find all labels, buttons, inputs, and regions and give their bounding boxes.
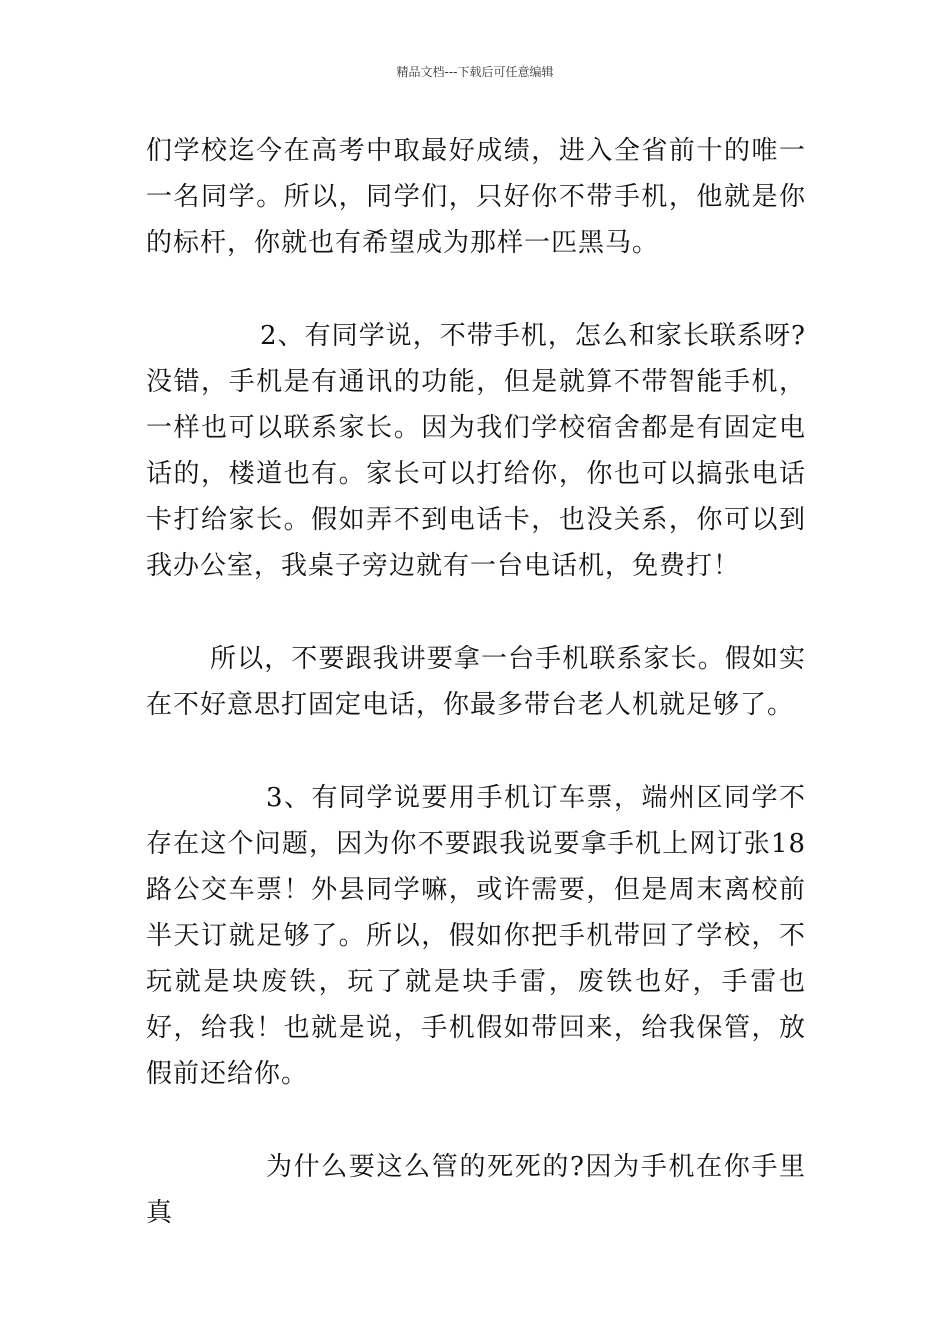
paragraph-4: 3、有同学说要用手机订车票，端州区同学不存在这个问题，因为你不要跟我说要拿手机上网订张18路公交车票！外县同学嘛，或许需要，但是周末离校前半天订就足够了。所以，假如你把手机带回了学校，不玩就是块废铁，玩了就是块手雷，废铁也好，手雷也好，给我！也就是说，手机假如带回来，给我保管，放假前还给你。 bbox=[146, 783, 806, 1089]
paragraph-3: 所以，不要跟我讲要拿一台手机联系家长。假如实在不好意思打固定电话，你最多带台老人机就足够了。 bbox=[146, 644, 806, 720]
paragraph-2: 2、有同学说，不带手机，怎么和家长联系呀?没错，手机是有通讯的功能，但是就算不带智能手机，一样也可以联系家长。因为我们学校宿舍都是有固定电话的，楼道也有。家长可以打给你，你也可以搞张电话卡打给家长。假如弄不到电话卡，也没关系，你可以到我办公室，我桌子旁边就有一台电话机，免费打！ bbox=[146, 321, 806, 581]
paragraph-gap bbox=[146, 1097, 806, 1144]
paragraph-gap bbox=[146, 589, 806, 636]
paragraph-1: 们学校迄今在高考中取最好成绩，进入全省前十的唯一一名同学。所以，同学们，只好你不带手机，他就是你的标杆，你就也有希望成为那样一匹黑马。 bbox=[146, 136, 806, 258]
paragraph-gap bbox=[146, 266, 806, 313]
document-body bbox=[146, 128, 806, 1236]
paragraph-5: 为什么要这么管的死死的?因为手机在你手里真 bbox=[146, 1152, 806, 1228]
page-header: 精品文档---下载后可任意编辑 bbox=[396, 65, 554, 79]
paragraph-gap bbox=[146, 728, 806, 775]
